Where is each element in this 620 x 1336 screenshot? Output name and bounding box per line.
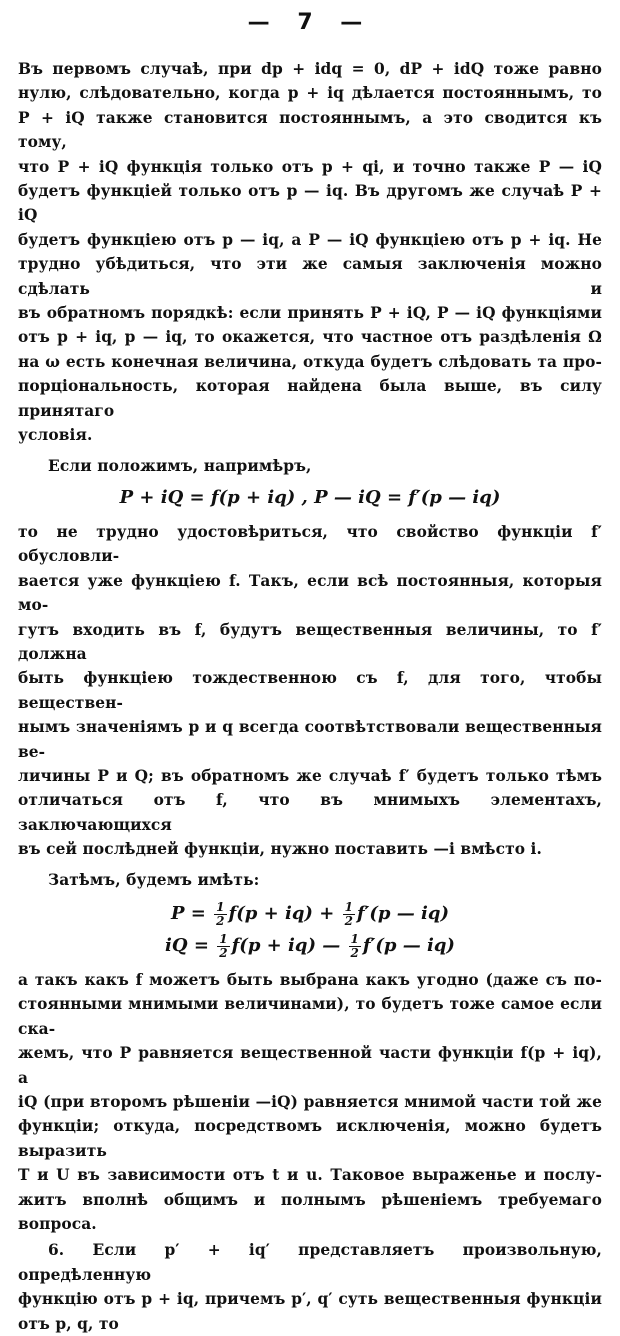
paragraph-6	[18, 1238, 602, 1336]
text-line: отъ p + iq, p — iq, то окажется, что частное отъ раздѣленія Ω	[18, 328, 602, 347]
text-line: будетъ функціею отъ p — iq, а P — iQ функціею отъ p + iq. Не	[18, 230, 602, 249]
paragraph-1	[18, 57, 602, 448]
page-number: — 7 —	[247, 10, 373, 35]
formula-1: P + iQ = f(p + iq) , P — iQ = f′(p — iq)	[119, 486, 501, 508]
text-line-last: въ сей послѣдней функціи, нужно поставить —i вмѣсто i.	[18, 840, 542, 859]
fraction-numerator: 1	[344, 899, 353, 914]
text-line: жемъ, что P равняется вещественной части функціи f(p + iq), а	[18, 1044, 602, 1087]
text-line: гутъ входить въ f, будутъ вещественныя величины, то f′ должна	[18, 620, 602, 663]
text-line: будетъ функціей только отъ p — iq. Въ другомъ же случаѣ P + iQ	[18, 182, 602, 225]
fraction-numerator: 1	[219, 931, 228, 946]
formula-block	[18, 898, 602, 962]
text-line: функціи; откуда, посредствомъ исключенія, можно будетъ выразить	[18, 1117, 602, 1160]
fraction-half	[349, 933, 361, 960]
text-line: что P + iQ функція только отъ p + qi, и точно также P — iQ	[18, 157, 602, 176]
text-line: Въ первомъ случаѣ, при dp + idq = 0, dP + idQ тоже равно	[18, 60, 602, 78]
text-line-last: житъ вполнѣ общимъ и полнымъ рѣшеніемъ требуемаго вопроса.	[18, 1190, 602, 1234]
text-line: быть функціею тождественною съ f, для того, чтобы веществен-	[18, 669, 602, 712]
text-line: въ обратномъ порядкѣ: если принять P + iQ, P — iQ функціями	[18, 304, 602, 323]
text-line-last: отъ p, q, то	[18, 1314, 119, 1333]
fraction-half	[214, 901, 226, 928]
paragraph-3	[18, 520, 602, 862]
formula-3-term-2: f′(p — iq)	[362, 935, 455, 956]
text-line-last: условія.	[18, 426, 93, 445]
formula-2-term-2: f′(p — iq)	[356, 903, 449, 924]
text-line: трудно убѣдиться, что эти же самыя заключенія можно сдѣлать и	[18, 255, 602, 298]
text-line: T и U въ зависимости отъ t и u. Таковое выраженье и послу-	[18, 1166, 602, 1185]
paragraph-2-intro: Если положимъ, напримѣръ,	[48, 456, 312, 475]
fraction-denominator: 2	[219, 945, 228, 960]
text-line: нулю, слѣдовательно, когда p + iq дѣлается постояннымъ, то	[18, 84, 602, 103]
text-line: отличаться отъ f, что въ мнимыхъ элементахъ, заключающихся	[18, 791, 602, 834]
formula-2-lhs: P =	[171, 903, 206, 924]
formula-3	[18, 930, 602, 962]
fraction-half	[343, 901, 355, 928]
fraction-half	[217, 933, 229, 960]
text-line: P + iQ также становится постояннымъ, а это сводится къ тому,	[18, 108, 602, 152]
text-line: 6. Если p′ + iq′ представляетъ произвольную, опредѣленную	[18, 1241, 602, 1284]
text-line: а такъ какъ f можетъ быть выбрана какъ угодно (даже съ по-	[18, 971, 602, 989]
text-line: личины P и Q; въ обратномъ же случаѣ f′ будетъ только тѣмъ	[18, 766, 602, 785]
formula-3-lhs: iQ =	[165, 935, 209, 956]
text-line: функцію отъ p + iq, причемъ p′, q′ суть вещественныя функціи	[18, 1290, 602, 1309]
fraction-denominator: 2	[350, 945, 359, 960]
fraction-denominator: 2	[216, 913, 225, 928]
text-line: то не трудно удостовѣриться, что свойство функціи f′ обусловли-	[18, 522, 602, 566]
formula-3-term-1: f(p + iq) —	[231, 935, 341, 956]
fraction-numerator: 1	[216, 899, 225, 914]
text-line: стоянными мнимыми величинами), то будетъ тоже самое если ска-	[18, 995, 602, 1038]
text-line: порціональность, которая найдена была выше, въ силу принятаго	[18, 377, 602, 420]
text-line: на ω есть конечная величина, откуда будетъ слѣдовать та про-	[18, 352, 602, 371]
paragraph-5	[18, 968, 602, 1236]
fraction-denominator: 2	[344, 913, 353, 928]
text-line: iQ (при второмъ рѣшеніи —iQ) равняется мнимой части той же	[18, 1093, 602, 1112]
text-line: вается уже функціею f. Такъ, если всѣ постоянныя, которыя мо-	[18, 571, 602, 615]
formula-2-term-1: f(p + iq) +	[228, 903, 335, 924]
fraction-numerator: 1	[350, 931, 359, 946]
paragraph-4-intro: Затѣмъ, будемъ имѣть:	[48, 870, 260, 889]
text-line: нымъ значеніямъ p и q всегда соотвѣтствовали вещественныя ве-	[18, 718, 602, 761]
formula-2	[18, 898, 602, 930]
